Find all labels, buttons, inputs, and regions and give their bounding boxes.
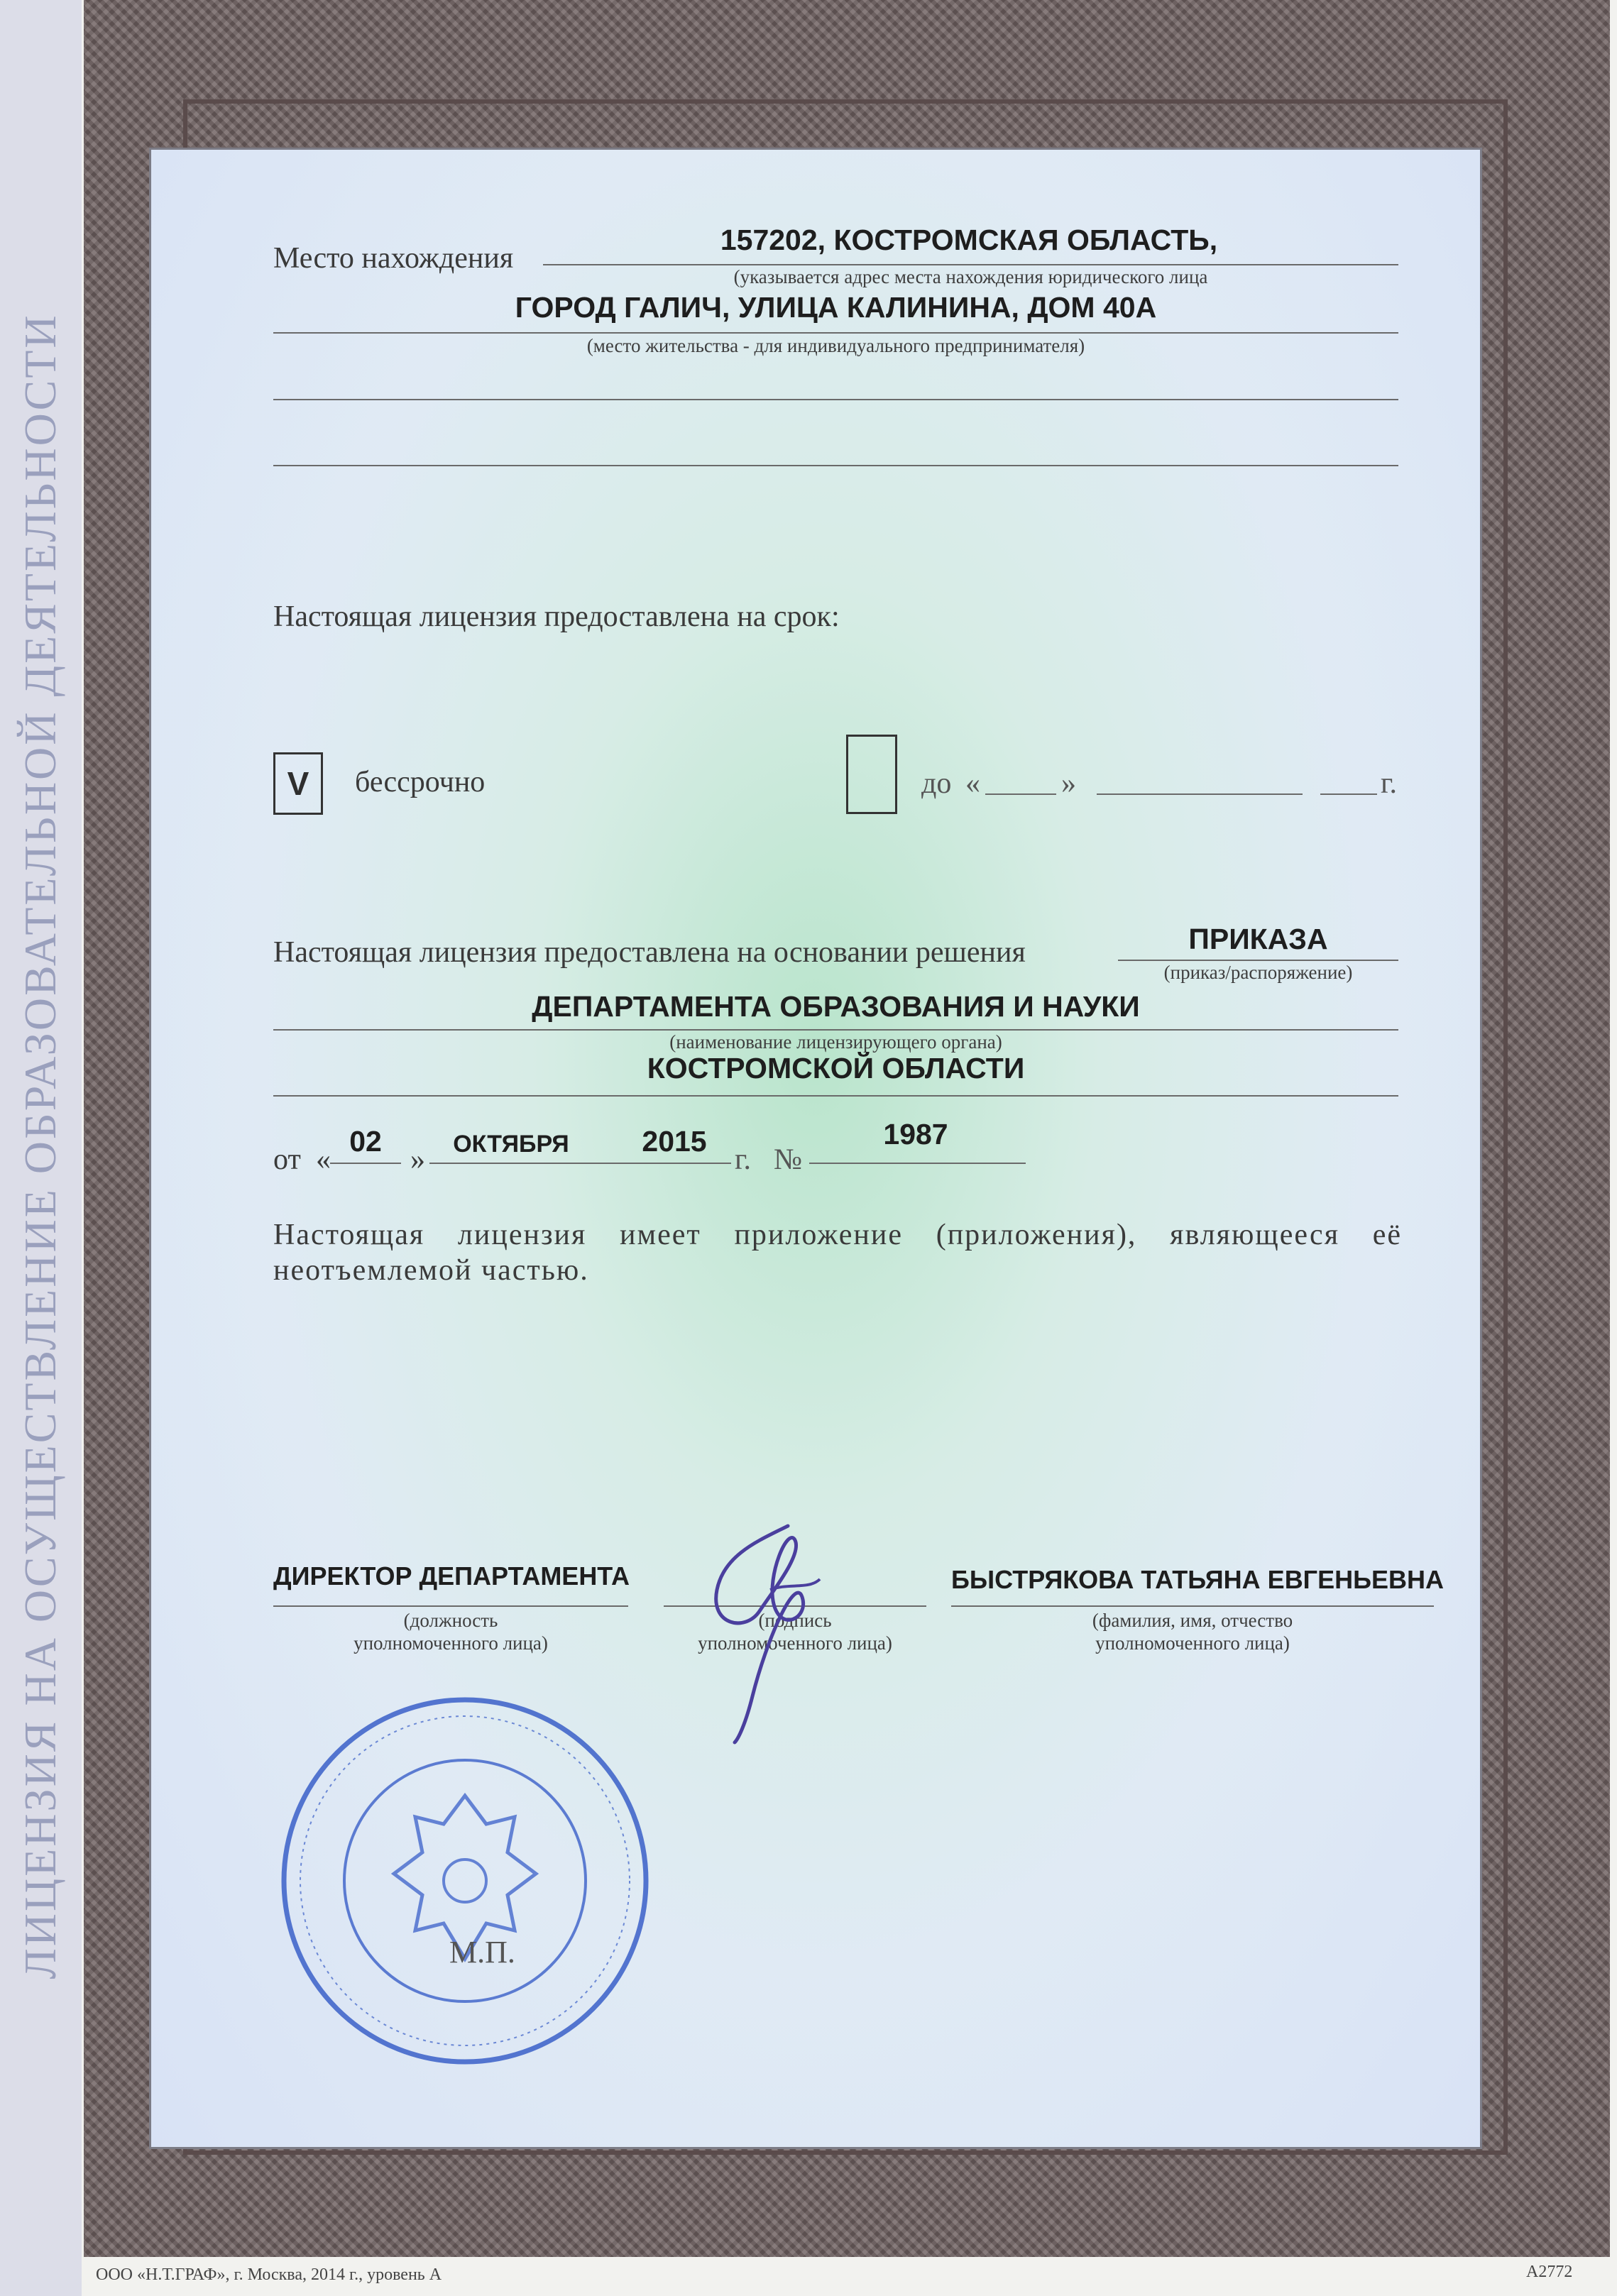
until-month-line	[1097, 793, 1303, 795]
until-label: до	[921, 767, 952, 800]
handwritten-signature	[703, 1512, 845, 1746]
position-hint-1: (должность	[403, 1610, 498, 1631]
until-open-quote: «	[965, 767, 980, 800]
name-underline	[951, 1605, 1434, 1607]
authority-line-1: ДЕПАРТАМЕНТА ОБРАЗОВАНИЯ И НАУКИ	[532, 990, 1140, 1023]
location-hint-1: (указывается адрес места нахождения юридического лица	[733, 266, 1208, 287]
number-label: №	[774, 1143, 803, 1176]
position-underline	[273, 1605, 628, 1607]
side-title: ЛИЦЕНЗИЯ НА ОСУЩЕСТВЛЕНИЕ ОБРАЗОВАТЕЛЬНОЙ ДЕЯТЕЛЬНОСТИ	[15, 313, 65, 1979]
decision-type: ПРИКАЗА	[1188, 923, 1328, 955]
term-label: Настоящая лицензия предоставлена на срок:	[273, 600, 840, 633]
authority-underline-2	[273, 1095, 1398, 1097]
appendix-text: Настоящая лицензия имеет приложение (приложения), являющееся её неотъемлемой частью.	[273, 1219, 1402, 1287]
name-hint-1: (фамилия, имя, отчество	[1092, 1610, 1293, 1631]
stamp-label: М.П.	[449, 1935, 515, 1970]
basis-label: Настоящая лицензия предоставлена на основании решения	[273, 936, 1026, 969]
date-from-label: от	[273, 1143, 301, 1176]
decision-type-underline	[1118, 960, 1398, 961]
authority-underline-1	[273, 1029, 1398, 1031]
position-title: ДИРЕКТОР ДЕПАРТАМЕНТА	[273, 1561, 630, 1591]
location-underline-2	[273, 332, 1398, 334]
date-close-quote: »	[410, 1143, 425, 1176]
date-year-suffix: г.	[735, 1143, 751, 1176]
date-day: 02	[349, 1125, 382, 1158]
official-name: БЫСТРЯКОВА ТАТЬЯНА ЕВГЕНЬЕВНА	[951, 1565, 1444, 1594]
date-open-quote: «	[316, 1143, 331, 1176]
side-strip	[0, 0, 82, 2296]
form-code: А2772	[1526, 2263, 1573, 2281]
location-hint-2: (место жительства - для индивидуального предпринимателя)	[586, 335, 1085, 356]
date-day-underline	[330, 1163, 401, 1164]
indefinite-checkbox[interactable]: V	[273, 752, 323, 815]
printer-info: ООО «Н.Т.ГРАФ», г. Москва, 2014 г., уровень А	[96, 2265, 442, 2284]
signature-hint-2: уполномоченного лица)	[698, 1632, 892, 1654]
location-underline-1	[543, 264, 1398, 265]
date-month-underline	[429, 1163, 731, 1164]
location-label: Место нахождения	[273, 242, 514, 275]
date-year: 2015	[642, 1125, 707, 1158]
location-blank-line-2	[273, 465, 1398, 466]
authority-line-2: КОСТРОМСКОЙ ОБЛАСТИ	[647, 1052, 1025, 1084]
indefinite-label: бессрочно	[355, 766, 486, 798]
until-day-line	[985, 793, 1056, 795]
date-month: ОКТЯБРЯ	[453, 1131, 569, 1158]
authority-hint: (наименование лицензирующего органа)	[669, 1031, 1002, 1053]
until-checkbox[interactable]	[846, 735, 897, 814]
until-year-suffix: г.	[1381, 767, 1397, 800]
order-number: 1987	[883, 1118, 948, 1150]
name-hint-2: уполномоченного лица)	[1095, 1632, 1290, 1654]
position-hint-2: уполномоченного лица)	[353, 1632, 548, 1654]
official-seal	[273, 1689, 657, 2072]
order-number-underline	[809, 1163, 1026, 1164]
location-blank-line-1	[273, 399, 1398, 400]
until-close-quote: »	[1061, 767, 1076, 800]
until-year-line	[1320, 793, 1377, 795]
location-line-1: 157202, КОСТРОМСКАЯ ОБЛАСТЬ,	[720, 224, 1218, 256]
location-line-2: ГОРОД ГАЛИЧ, УЛИЦА КАЛИНИНА, ДОМ 40А	[515, 291, 1157, 324]
decision-type-hint: (приказ/распоряжение)	[1163, 962, 1353, 983]
signature-hint-1: (подпись	[758, 1610, 832, 1631]
